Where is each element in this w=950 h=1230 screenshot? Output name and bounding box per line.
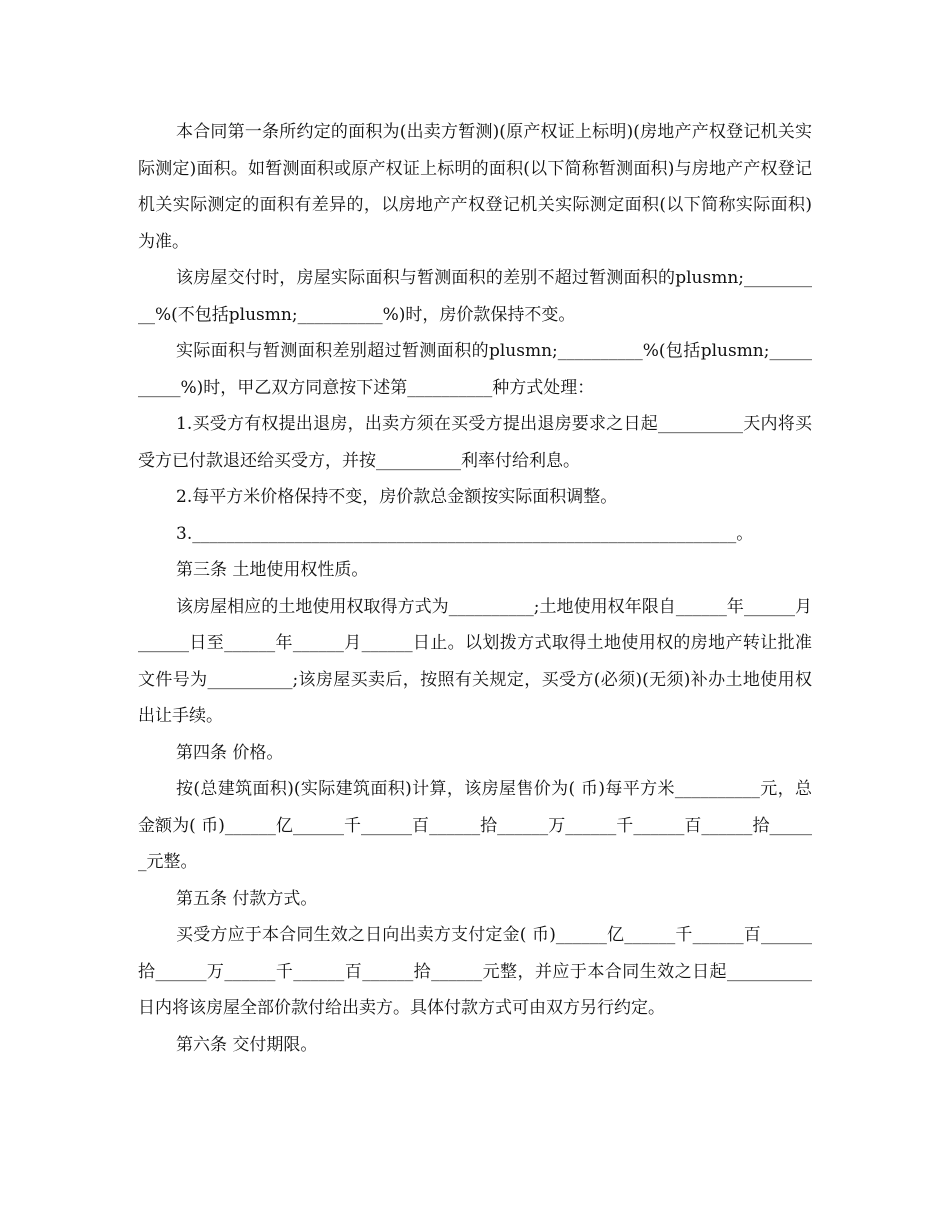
paragraph-option-3: 3.________________________________________________________________。 <box>176 523 754 544</box>
paragraph-area-exceeds: 实际面积与暂测面积差别超过暂测面积的plusmn;__________%(包括plusmn;__________%)时，甲乙双方同意按下述第__________种方式处理： <box>138 341 812 398</box>
paragraph-option-2: 2.每平方米价格保持不变，房价款总金额按实际面积调整。 <box>176 487 618 507</box>
paragraph-area-tolerance: 该房屋交付时，房屋实际面积与暂测面积的差别不超过暂测面积的plusmn;__________%(不包括plusmn;__________%)时，房价款保持不变。 <box>138 268 812 325</box>
paragraph-price: 按(总建筑面积)(实际建筑面积)计算，该房屋售价为( 币)每平方米__________元，总金额为( 币)______亿______千______百______拾______万______千______百______拾______元整。 <box>138 779 812 872</box>
heading-article-5: 第五条 付款方式。 <box>176 888 318 909</box>
paragraph-area-basis: 本合同第一条所约定的面积为(出卖方暂测)(原产权证上标明)(房地产产权登记机关实际测定)面积。如暂测面积或原产权证上标明的面积(以下简称暂测面积)与房地产产权登记机关实际测定的面积有差异的，以房地产产权登记机关实际测定面积(以下简称实际面积)为准。 <box>138 122 812 252</box>
document-body <box>138 114 812 1063</box>
paragraph-payment: 买受方应于本合同生效之日向出卖方支付定金( 币)______亿______千______百______拾______万______千______百______拾______元整，并应于本合同生效之日起__________日内将该房屋全部价款付给出卖方。具体付款方式可由双方另行约定。 <box>138 925 812 1018</box>
heading-article-4: 第四条 价格。 <box>176 742 284 763</box>
paragraph-option-1: 1.买受方有权提出退房，出卖方须在买受方提出退房要求之日起__________天内将买受方已付款退还给买受方，并按__________利率付给利息。 <box>138 414 812 471</box>
heading-article-3: 第三条 土地使用权性质。 <box>176 560 369 580</box>
paragraph-land-use: 该房屋相应的土地使用权取得方式为__________;土地使用权年限自______年______月______日至______年______月______日止。以划拨方式取得土地使用权的房地产转让批准文件号为__________;该房屋买卖后，按照有关规定，买受方(必须)(无须)补办土地使用权出让手续。 <box>138 596 812 726</box>
heading-article-6: 第六条 交付期限。 <box>176 1034 318 1055</box>
